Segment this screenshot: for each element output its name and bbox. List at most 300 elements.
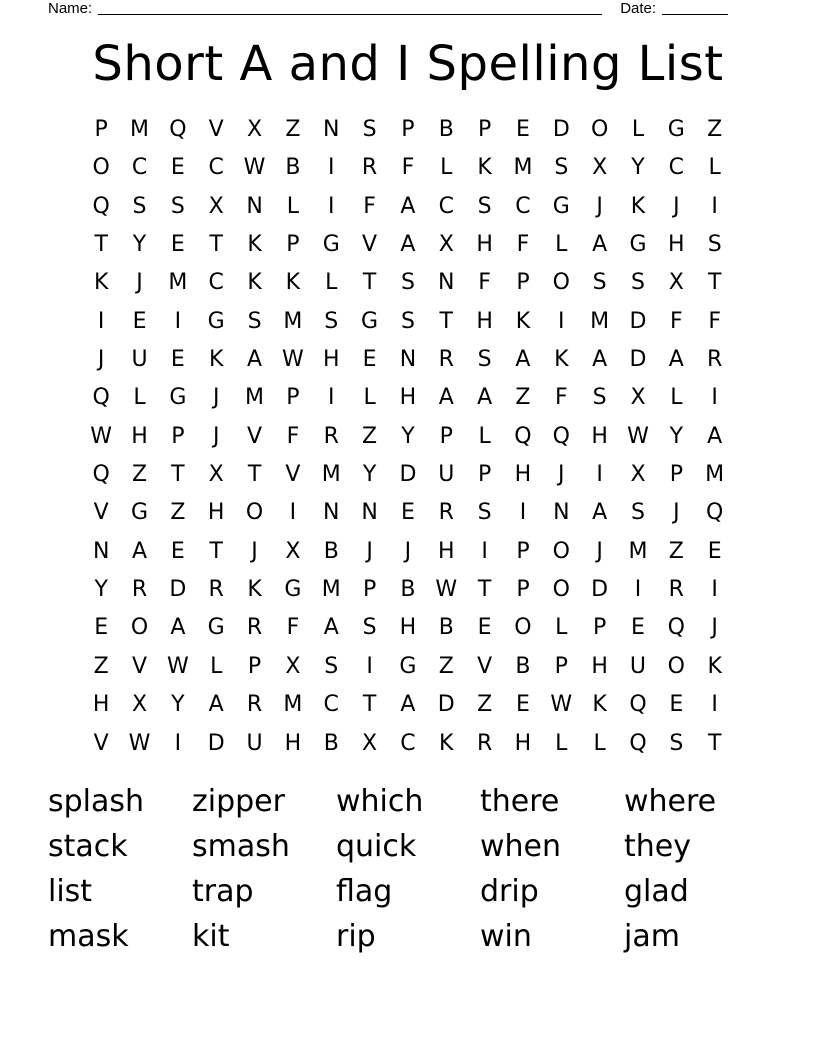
grid-cell[interactable]: S xyxy=(400,308,415,334)
grid-cell[interactable]: G xyxy=(284,577,302,603)
grid-cell[interactable]: T xyxy=(362,270,377,296)
grid-cell[interactable]: F xyxy=(363,193,376,219)
word-bank-item: mask xyxy=(48,919,129,954)
grid-cell[interactable]: F xyxy=(286,615,300,641)
grid-cell[interactable]: K xyxy=(515,308,531,334)
grid-cell[interactable]: T xyxy=(362,692,377,718)
grid-cell[interactable]: O xyxy=(552,577,570,603)
grid-cell[interactable]: Q xyxy=(552,423,570,449)
grid-cell[interactable]: E xyxy=(170,347,185,373)
grid-cell[interactable]: R xyxy=(438,500,454,526)
grid-cell[interactable]: D xyxy=(552,117,570,142)
grid-cell[interactable]: Q xyxy=(706,500,724,526)
grid-cell[interactable]: L xyxy=(286,193,300,219)
grid-cell[interactable]: T xyxy=(209,538,223,564)
grid-cell[interactable]: O xyxy=(245,500,264,526)
grid-cell[interactable]: Z xyxy=(477,692,493,718)
grid-cell[interactable]: M xyxy=(168,270,188,296)
grid-cell[interactable]: M xyxy=(590,308,610,334)
grid-cell[interactable]: J xyxy=(404,538,412,564)
grid-cell[interactable]: P xyxy=(669,462,683,488)
grid-cell[interactable]: V xyxy=(208,117,224,142)
grid-cell[interactable]: Q xyxy=(92,462,110,488)
word-bank-item: kit xyxy=(192,919,230,954)
grid-cell[interactable]: P xyxy=(477,462,492,488)
grid-cell[interactable]: G xyxy=(399,653,417,679)
grid-cell[interactable]: F xyxy=(516,232,530,258)
grid-cell[interactable]: K xyxy=(554,347,569,373)
grid-cell[interactable]: Z xyxy=(438,653,454,679)
grid-cell[interactable]: S xyxy=(132,193,147,219)
grid-cell[interactable]: J xyxy=(558,462,565,488)
grid-cell[interactable]: S xyxy=(707,232,722,258)
grid-cell[interactable]: O xyxy=(590,117,609,142)
grid-cell[interactable]: C xyxy=(400,730,416,756)
grid-cell[interactable]: N xyxy=(438,270,455,296)
grid-cell[interactable]: L xyxy=(708,155,721,181)
grid-cell[interactable]: U xyxy=(629,653,647,679)
grid-cell[interactable]: G xyxy=(361,308,379,334)
grid-cell[interactable]: R xyxy=(131,577,148,603)
grid-cell[interactable]: Z xyxy=(93,653,109,679)
grid-cell[interactable]: I xyxy=(327,193,335,219)
grid-cell[interactable]: W xyxy=(550,692,573,718)
grid-cell[interactable]: P xyxy=(94,117,108,142)
grid-cell[interactable]: P xyxy=(362,577,377,603)
grid-cell[interactable]: A xyxy=(400,193,416,219)
grid-cell[interactable]: H xyxy=(476,232,493,258)
grid-cell[interactable]: M xyxy=(513,155,533,181)
grid-cell[interactable]: D xyxy=(207,730,225,756)
grid-cell[interactable]: M xyxy=(705,462,725,488)
grid-cell[interactable]: I xyxy=(327,385,335,411)
date-label: Date: xyxy=(620,0,657,17)
grid-cell[interactable]: H xyxy=(131,423,148,449)
grid-cell[interactable]: X xyxy=(630,462,646,488)
grid-cell[interactable]: M xyxy=(321,577,341,603)
grid-cell[interactable]: S xyxy=(592,270,607,296)
grid-cell[interactable]: S xyxy=(669,730,684,756)
grid-cell[interactable]: S xyxy=(400,270,415,296)
grid-cell[interactable]: A xyxy=(208,692,224,718)
grid-cell[interactable]: T xyxy=(707,270,722,296)
grid-cell[interactable]: X xyxy=(630,385,646,411)
grid-cell[interactable]: G xyxy=(552,193,570,219)
grid-cell[interactable]: L xyxy=(210,653,223,679)
grid-cell[interactable]: E xyxy=(631,615,645,641)
grid-cell[interactable]: S xyxy=(592,385,607,411)
grid-cell[interactable]: C xyxy=(208,270,224,296)
grid-cell[interactable]: M xyxy=(628,538,648,564)
grid-cell[interactable]: O xyxy=(514,615,532,641)
grid-cell[interactable]: W xyxy=(282,347,304,373)
name-label: Name: xyxy=(48,0,93,17)
grid-cell[interactable]: H xyxy=(399,385,417,411)
grid-cell[interactable]: F xyxy=(708,308,721,334)
grid-cell[interactable]: H xyxy=(284,730,302,756)
grid-cell[interactable]: R xyxy=(246,615,263,641)
grid-cell[interactable]: X xyxy=(592,155,608,181)
grid-cell[interactable]: F xyxy=(670,308,683,334)
grid-cell[interactable]: I xyxy=(711,385,718,411)
grid-cell[interactable]: H xyxy=(207,500,225,526)
grid-cell[interactable]: B xyxy=(438,615,454,641)
grid-cell[interactable]: T xyxy=(247,462,262,488)
grid-cell[interactable]: E xyxy=(132,308,147,334)
grid-cell[interactable]: O xyxy=(130,615,149,641)
grid-cell[interactable]: I xyxy=(289,500,297,526)
grid-cell[interactable]: U xyxy=(246,730,263,756)
grid-cell[interactable]: X xyxy=(362,730,378,756)
grid-cell[interactable]: O xyxy=(552,538,570,564)
grid-cell[interactable]: M xyxy=(245,385,265,411)
grid-cell[interactable]: G xyxy=(207,615,225,641)
grid-cell[interactable]: A xyxy=(400,692,416,718)
grid-cell[interactable]: A xyxy=(592,500,608,526)
grid-cell[interactable]: C xyxy=(208,155,224,181)
grid-cell[interactable]: I xyxy=(519,500,527,526)
grid-cell[interactable]: Z xyxy=(131,462,148,488)
grid-cell[interactable]: M xyxy=(130,117,149,142)
grid-cell[interactable]: G xyxy=(207,308,225,334)
grid-cell[interactable]: C xyxy=(131,155,148,181)
grid-cell[interactable]: Z xyxy=(515,385,531,411)
grid-cell[interactable]: L xyxy=(325,270,338,296)
grid-cell[interactable]: E xyxy=(400,500,415,526)
grid-cell[interactable]: Z xyxy=(707,117,723,142)
grid-cell[interactable]: I xyxy=(97,308,105,334)
grid-cell[interactable]: R xyxy=(323,423,339,449)
grid-cell[interactable]: N xyxy=(92,538,110,564)
grid-cell[interactable]: L xyxy=(555,232,568,258)
grid-cell[interactable]: H xyxy=(322,347,340,373)
grid-cell[interactable]: H xyxy=(476,308,493,334)
grid-cell[interactable]: A xyxy=(592,232,608,258)
grid-cell[interactable]: X xyxy=(247,117,263,142)
grid-cell[interactable]: K xyxy=(439,730,454,756)
grid-cell[interactable]: O xyxy=(552,270,570,296)
grid-cell[interactable]: X xyxy=(208,462,224,488)
grid-cell[interactable]: G xyxy=(130,500,149,526)
grid-cell[interactable]: X xyxy=(438,232,454,258)
grid-cell[interactable]: B xyxy=(400,577,416,603)
grid-cell[interactable]: B xyxy=(285,155,301,181)
grid-cell[interactable]: X xyxy=(131,692,148,718)
grid-cell[interactable]: J xyxy=(136,270,143,296)
grid-cell[interactable]: C xyxy=(323,692,339,718)
date-field[interactable] xyxy=(662,0,728,15)
grid-cell[interactable]: C xyxy=(438,193,454,219)
grid-cell[interactable]: C xyxy=(668,155,685,181)
grid-cell[interactable]: Q xyxy=(92,193,110,219)
grid-cell[interactable]: H xyxy=(591,423,608,449)
grid-cell[interactable]: G xyxy=(667,117,685,142)
grid-cell[interactable]: E xyxy=(170,155,185,181)
grid-cell[interactable]: X xyxy=(208,193,224,219)
grid-cell[interactable]: L xyxy=(440,155,453,181)
grid-cell[interactable]: A xyxy=(707,423,723,449)
grid-cell[interactable]: N xyxy=(399,347,417,373)
grid-cell[interactable]: V xyxy=(285,462,301,488)
grid-cell[interactable]: B xyxy=(438,117,454,142)
grid-cell[interactable]: Y xyxy=(132,232,147,258)
grid-cell[interactable]: M xyxy=(283,308,303,334)
grid-cell[interactable]: I xyxy=(174,730,182,756)
grid-cell[interactable]: T xyxy=(209,232,223,258)
grid-cell[interactable]: E xyxy=(516,692,530,718)
grid-cell[interactable]: T xyxy=(171,462,185,488)
grid-cell[interactable]: G xyxy=(629,232,647,258)
grid-cell[interactable]: A xyxy=(323,615,339,641)
grid-cell[interactable]: S xyxy=(631,500,645,526)
grid-cell[interactable]: E xyxy=(516,117,530,142)
grid-cell[interactable]: R xyxy=(707,347,723,373)
grid-cell[interactable]: D xyxy=(169,577,187,603)
grid-cell[interactable]: D xyxy=(591,577,609,603)
grid-cell[interactable]: F xyxy=(478,270,491,296)
grid-cell[interactable]: P xyxy=(516,577,530,603)
grid-cell[interactable]: I xyxy=(711,577,718,603)
grid-cell[interactable]: V xyxy=(362,232,378,258)
grid-cell[interactable]: M xyxy=(283,692,303,718)
grid-cell[interactable]: K xyxy=(247,270,262,296)
grid-cell[interactable]: L xyxy=(670,385,683,411)
grid-cell[interactable]: P xyxy=(516,538,530,564)
grid-cell[interactable]: P xyxy=(286,232,300,258)
grid-cell[interactable]: P xyxy=(439,423,453,449)
grid-cell[interactable]: W xyxy=(166,653,189,679)
grid-cell[interactable]: W xyxy=(627,423,649,449)
word-bank-item: where xyxy=(624,784,717,819)
grid-cell[interactable]: K xyxy=(247,577,262,603)
grid-cell[interactable]: W xyxy=(128,730,151,756)
grid-cell[interactable]: I xyxy=(711,692,718,718)
grid-cell[interactable]: A xyxy=(170,615,186,641)
grid-cell[interactable]: Y xyxy=(94,577,108,603)
grid-cell[interactable]: L xyxy=(363,385,376,411)
grid-cell[interactable]: P xyxy=(593,615,607,641)
grid-cell[interactable]: K xyxy=(208,347,224,373)
grid-cell[interactable]: I xyxy=(327,155,335,181)
grid-cell[interactable]: N xyxy=(553,500,570,526)
grid-cell[interactable]: G xyxy=(322,232,340,258)
grid-cell[interactable]: E xyxy=(477,615,492,641)
grid-cell[interactable]: L xyxy=(478,423,491,449)
grid-cell[interactable]: W xyxy=(435,577,458,603)
grid-cell[interactable]: K xyxy=(630,193,646,219)
grid-cell[interactable]: S xyxy=(631,270,645,296)
grid-cell[interactable]: J xyxy=(673,500,680,526)
grid-cell[interactable]: S xyxy=(554,155,569,181)
grid-cell[interactable]: J xyxy=(212,385,220,411)
grid-cell[interactable]: U xyxy=(131,347,148,373)
grid-cell[interactable]: Y xyxy=(631,155,645,181)
grid-cell[interactable]: K xyxy=(707,653,722,679)
grid-cell[interactable]: J xyxy=(711,615,718,641)
grid-cell[interactable]: T xyxy=(94,232,108,258)
grid-cell[interactable]: L xyxy=(133,385,146,411)
name-field[interactable] xyxy=(98,0,602,15)
grid-cell[interactable]: H xyxy=(668,232,685,258)
grid-cell[interactable]: H xyxy=(92,692,110,718)
grid-cell[interactable]: H xyxy=(514,730,532,756)
grid-cell[interactable]: V xyxy=(477,653,493,679)
grid-cell[interactable]: K xyxy=(285,270,301,296)
grid-cell[interactable]: L xyxy=(631,117,645,142)
grid-cell[interactable]: P xyxy=(477,117,492,142)
grid-cell[interactable]: S xyxy=(324,308,339,334)
grid-cell[interactable]: J xyxy=(251,538,258,564)
grid-cell[interactable]: R xyxy=(476,730,493,756)
grid-cell[interactable]: J xyxy=(366,538,373,564)
grid-cell[interactable]: A xyxy=(438,385,454,411)
grid-cell[interactable]: V xyxy=(93,730,109,756)
grid-cell[interactable]: Q xyxy=(629,730,647,756)
grid-cell[interactable]: S xyxy=(477,193,492,219)
grid-cell[interactable]: X xyxy=(285,538,301,564)
grid-cell[interactable]: H xyxy=(514,462,532,488)
grid-cell[interactable]: D xyxy=(399,462,417,488)
grid-cell[interactable]: M xyxy=(321,462,341,488)
grid-cell[interactable]: R xyxy=(246,692,263,718)
grid-cell[interactable]: E xyxy=(170,232,185,258)
grid-cell[interactable]: K xyxy=(592,692,607,718)
grid-cell[interactable]: N xyxy=(361,500,378,526)
grid-cell[interactable]: Q xyxy=(667,615,685,641)
grid-cell[interactable]: A xyxy=(400,232,416,258)
grid-cell[interactable]: Z xyxy=(170,500,186,526)
grid-cell[interactable]: A xyxy=(668,347,684,373)
grid-cell[interactable]: Q xyxy=(169,117,187,142)
grid-cell[interactable]: A xyxy=(247,347,263,373)
grid-cell[interactable]: X xyxy=(285,653,301,679)
grid-cell[interactable]: S xyxy=(247,308,262,334)
grid-cell[interactable]: V xyxy=(131,653,148,679)
grid-cell[interactable]: Z xyxy=(362,423,378,449)
grid-cell[interactable]: T xyxy=(439,308,453,334)
grid-cell[interactable]: S xyxy=(170,193,185,219)
grid-cell[interactable]: Y xyxy=(362,462,377,488)
grid-cell[interactable]: Q xyxy=(629,692,647,718)
grid-cell[interactable]: J xyxy=(596,538,603,564)
word-bank-item: flag xyxy=(336,874,393,909)
grid-cell[interactable]: O xyxy=(667,653,685,679)
grid-cell[interactable]: R xyxy=(208,577,224,603)
grid-cell[interactable]: Y xyxy=(171,692,185,718)
grid-cell[interactable]: I xyxy=(366,653,373,679)
grid-cell[interactable]: R xyxy=(361,155,378,181)
grid-cell[interactable]: D xyxy=(629,347,647,373)
word-bank-item: drip xyxy=(480,874,539,909)
grid-cell[interactable]: Y xyxy=(669,423,684,449)
grid-cell[interactable]: L xyxy=(555,615,568,641)
grid-cell[interactable]: E xyxy=(707,538,722,564)
grid-cell[interactable]: J xyxy=(596,193,603,219)
grid-cell[interactable]: X xyxy=(668,270,684,296)
grid-cell[interactable]: K xyxy=(93,270,109,296)
grid-cell[interactable]: K xyxy=(477,155,492,181)
grid-cell[interactable]: S xyxy=(362,117,377,142)
grid-cell[interactable]: A xyxy=(477,385,493,411)
grid-cell[interactable]: P xyxy=(286,385,300,411)
grid-cell[interactable]: A xyxy=(131,538,148,564)
grid-cell[interactable]: T xyxy=(477,577,492,603)
grid-cell[interactable]: J xyxy=(673,193,680,219)
grid-cell[interactable]: W xyxy=(90,423,113,449)
grid-cell[interactable]: P xyxy=(516,270,530,296)
grid-cell[interactable]: P xyxy=(401,117,415,142)
grid-cell[interactable]: I xyxy=(174,308,182,334)
grid-cell[interactable]: I xyxy=(481,538,488,564)
grid-cell[interactable]: J xyxy=(212,423,220,449)
grid-cell[interactable]: S xyxy=(477,347,492,373)
grid-cell[interactable]: N xyxy=(323,117,340,142)
grid-cell[interactable]: I xyxy=(596,462,603,488)
grid-cell[interactable]: J xyxy=(97,347,105,373)
grid-cell[interactable]: E xyxy=(362,347,377,373)
grid-cell[interactable]: D xyxy=(629,308,647,334)
grid-cell[interactable]: H xyxy=(437,538,455,564)
grid-cell[interactable]: I xyxy=(634,577,642,603)
grid-cell[interactable]: I xyxy=(558,308,565,334)
grid-cell[interactable]: R xyxy=(668,577,684,603)
grid-cell[interactable]: R xyxy=(438,347,454,373)
grid-cell[interactable]: F xyxy=(286,423,300,449)
grid-cell[interactable]: P xyxy=(247,653,262,679)
grid-cell[interactable]: V xyxy=(93,500,109,526)
grid-cell[interactable]: F xyxy=(401,155,415,181)
word-bank-item: trap xyxy=(192,874,254,909)
grid-cell[interactable]: L xyxy=(555,730,568,756)
grid-cell[interactable]: N xyxy=(323,500,340,526)
grid-cell[interactable]: C xyxy=(515,193,531,219)
grid-cell[interactable]: E xyxy=(669,692,684,718)
grid-cell[interactable]: K xyxy=(247,232,262,258)
grid-cell[interactable]: S xyxy=(362,615,377,641)
grid-cell[interactable]: H xyxy=(591,653,608,679)
grid-cell[interactable]: N xyxy=(246,193,263,219)
grid-cell[interactable]: P xyxy=(554,653,568,679)
grid-cell[interactable]: T xyxy=(707,730,722,756)
grid-cell[interactable]: B xyxy=(323,538,339,564)
grid-cell[interactable]: G xyxy=(169,385,187,411)
grid-cell[interactable]: I xyxy=(711,193,718,219)
grid-cell[interactable]: F xyxy=(554,385,568,411)
grid-cell[interactable]: V xyxy=(247,423,263,449)
grid-cell[interactable]: S xyxy=(477,500,492,526)
grid-cell[interactable]: B xyxy=(515,653,531,679)
grid-cell[interactable]: Z xyxy=(668,538,684,564)
grid-cell[interactable]: U xyxy=(438,462,455,488)
grid-cell[interactable]: W xyxy=(243,155,266,181)
grid-cell[interactable]: Z xyxy=(285,117,301,142)
grid-cell[interactable]: O xyxy=(92,155,110,181)
grid-cell[interactable]: B xyxy=(323,730,339,756)
grid-cell[interactable]: D xyxy=(437,692,455,718)
word-bank-item: stack xyxy=(48,829,128,864)
grid-cell[interactable]: Q xyxy=(92,385,110,411)
grid-cell[interactable]: L xyxy=(593,730,606,756)
grid-cell[interactable]: A xyxy=(592,347,608,373)
grid-cell[interactable]: H xyxy=(399,615,417,641)
grid-cell[interactable]: E xyxy=(94,615,109,641)
grid-cell[interactable]: P xyxy=(171,423,185,449)
grid-cell[interactable]: E xyxy=(170,538,185,564)
grid-cell[interactable]: S xyxy=(324,653,339,679)
grid-cell[interactable]: Q xyxy=(514,423,532,449)
grid-cell[interactable]: A xyxy=(515,347,531,373)
grid-cell[interactable]: Y xyxy=(401,423,415,449)
